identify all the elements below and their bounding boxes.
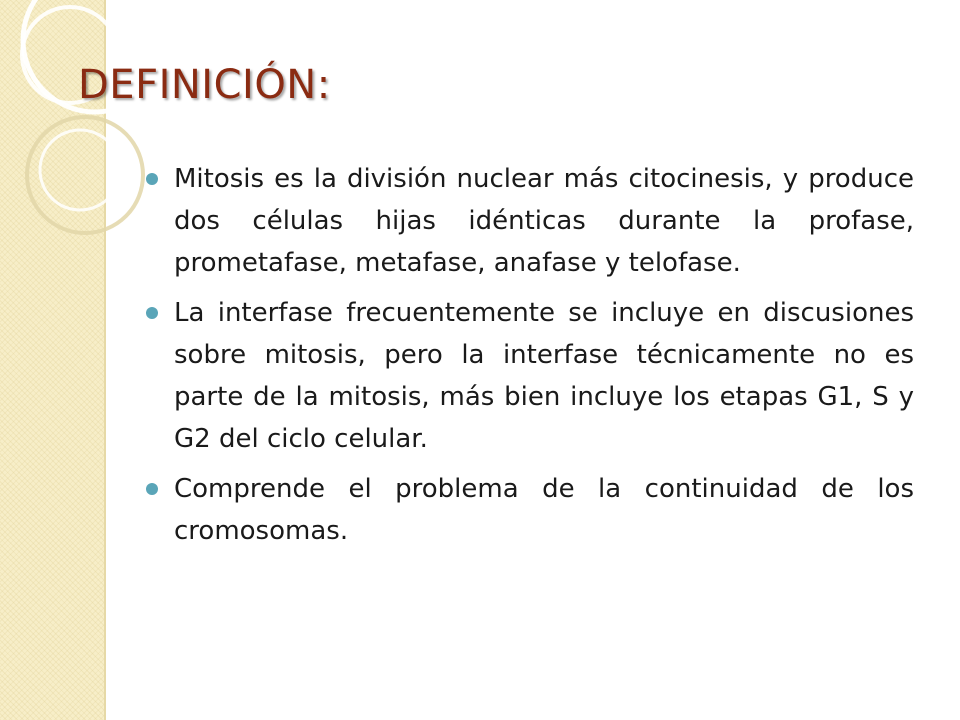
bullet-icon <box>146 307 158 319</box>
list-item <box>146 158 914 284</box>
list-item <box>146 292 914 460</box>
decorative-arc-lower-inner <box>40 130 120 210</box>
decorative-arc-lower <box>27 117 143 233</box>
bullet-icon <box>146 483 158 495</box>
bullet-text: La interfase frecuentemente se incluye en discusiones sobre mitosis, pero la interfase técnicamente no es parte de la mitosis, más bien incluye los etapas G1, S y G2 del ciclo celular. <box>174 298 914 454</box>
bullet-text: Comprende el problema de la continuidad de los cromosomas. <box>174 474 914 546</box>
bullet-list <box>146 158 914 560</box>
slide-title: DEFINICIÓN: <box>78 62 331 108</box>
bullet-text: Mitosis es la división nuclear más citocinesis, y produce dos células hijas idénticas durante la profase, prometafase, metafase, anafase y telofase. <box>174 164 914 278</box>
list-item <box>146 468 914 552</box>
bullet-icon <box>146 173 158 185</box>
